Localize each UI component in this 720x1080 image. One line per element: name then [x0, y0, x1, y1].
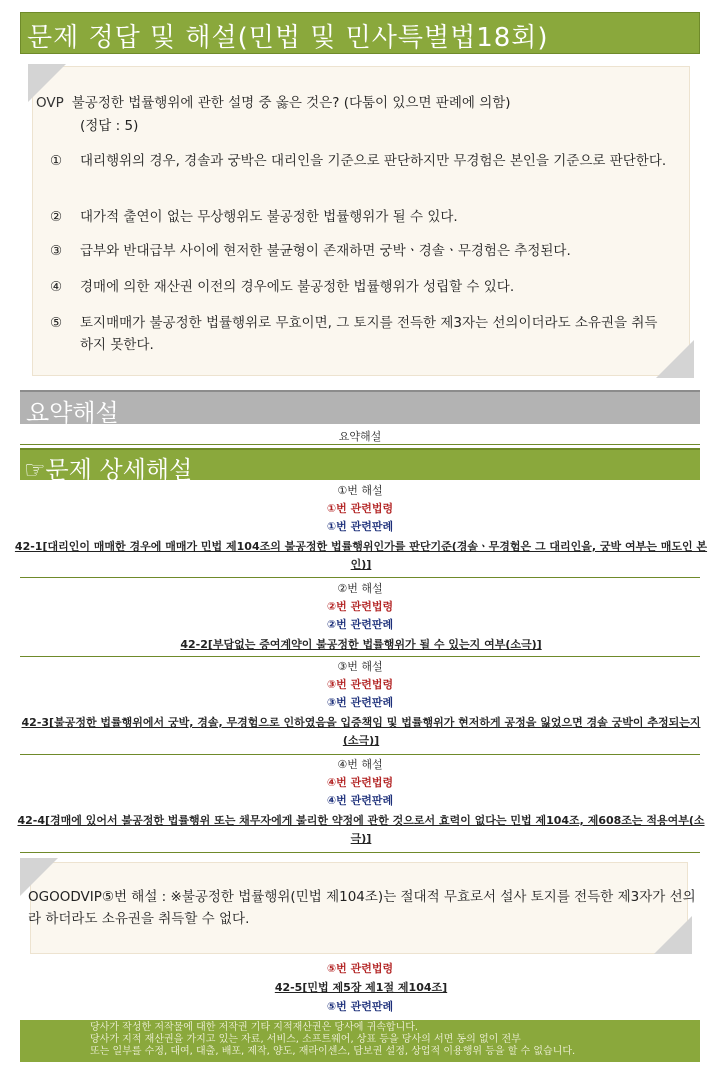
option-number: ⑤	[50, 315, 63, 331]
precedent-item-42-2[interactable]: 42-2[부담없는 증여계약이 불공정한 법률행위가 될 수 있는지 여부(소극)]	[180, 638, 542, 651]
explanation-label-2: ②번 해설	[337, 582, 383, 595]
summary-heading: 요약해설	[26, 399, 119, 427]
question-heading	[36, 92, 511, 114]
question-text: 불공정한 법률행위에 관한 설명 중 옳은 것은? (다툼이 있으면 판례에 의함)	[71, 95, 511, 111]
explanation-label-1: ①번 해설	[337, 484, 383, 497]
precedent-link-4[interactable]: ④번 관련판례	[326, 794, 394, 807]
precedent-item-42-4[interactable]: 42-4[경매에 있어서 불공정한 법률행위 또는 채무자에게 불리한 약정에 관한 것으로서 효력이 없다는 민법 제104조, 제608조는 적용여부(소극)]	[17, 814, 705, 845]
law-item-42-5[interactable]: 42-5[민법 제5장 제1절 제104조]	[274, 981, 448, 994]
law-link-4[interactable]: ④번 관련법령	[326, 776, 394, 789]
option-text: 토지매매가 불공정한 법률행위로 무효이면, 그 토지를 전득한 제3자는 선의이더라도 소유권을 취득하지 못한다.	[80, 315, 658, 353]
divider	[20, 852, 700, 853]
fifth-explanation-text: OGOODVIP⑤번 해설 : ※불공정한 법률행위(민법 제104조)는 절대적 무효로서 설사 토지를 전득한 제3자가 선의라 하더라도 소유권을 취득할 수 없다.	[28, 889, 696, 927]
law-link-3[interactable]: ③번 관련법령	[326, 678, 394, 691]
divider	[20, 444, 700, 445]
divider	[20, 754, 700, 755]
summary-header	[20, 390, 700, 427]
copyright-footer	[20, 1020, 700, 1062]
explanation-label-4: ④번 해설	[337, 758, 383, 771]
law-link-2[interactable]: ②번 관련법령	[326, 600, 394, 613]
option-number: ①	[50, 153, 63, 169]
summary-text: 요약해설	[338, 430, 382, 443]
option-text: 대리행위의 경우, 경솔과 궁박은 대리인을 기준으로 판단하지만 무경험은 본인을 기준으로 판단한다.	[80, 153, 667, 169]
option-number: ④	[50, 279, 63, 295]
copyright-line: 당사가 지적 재산권을 가지고 있는 자료, 서비스, 소프트웨어, 상표 등을 당사의 서면 동의 없이 전부	[90, 1034, 521, 1045]
option-number: ③	[50, 243, 63, 259]
law-link-1[interactable]: ①번 관련법령	[326, 502, 394, 515]
precedent-item-42-1[interactable]: 42-1[대리인이 매매한 경우에 매매가 민법 제104조의 불공정한 법률행위인가를 판단기준(경솔ㆍ무경험은 그 대리인을, 궁박 여부는 매도인 본인)]	[14, 540, 708, 571]
precedent-link-5[interactable]: ⑤번 관련판례	[326, 1000, 394, 1013]
option-text: 경매에 의한 재산권 이전의 경우에도 불공정한 법률행위가 성립할 수 있다.	[80, 279, 515, 295]
precedent-link-2[interactable]: ②번 관련판례	[326, 618, 394, 631]
fifth-explanation-panel	[20, 858, 700, 958]
question-tag: OVP	[36, 95, 64, 111]
page-title: 문제 정답 및 해설(민법 및 민사특별법18회)	[27, 23, 549, 53]
law-link-5[interactable]: ⑤번 관련법령	[326, 962, 394, 975]
page-title-bar	[20, 12, 700, 54]
precedent-link-3[interactable]: ③번 관련판례	[326, 696, 394, 709]
option-number: ②	[50, 209, 63, 225]
question-answer: (정답 : 5)	[80, 118, 139, 134]
option-text: 급부와 반대급부 사이에 현저한 불균형이 존재하면 궁박ㆍ경솔ㆍ무경험은 추정된다.	[80, 243, 571, 259]
detail-heading: ☞문제 상세해설	[24, 456, 193, 484]
explanation-label-3: ③번 해설	[337, 660, 383, 673]
detail-header	[20, 448, 700, 484]
copyright-line: 또는 일부를 수정, 대여, 대출, 배포, 제작, 양도, 재라이센스, 담보권 설정, 상업적 이용행위 등을 할 수 없습니다.	[90, 1046, 576, 1057]
precedent-link-1[interactable]: ①번 관련판례	[326, 520, 394, 533]
divider	[20, 656, 700, 657]
divider	[20, 577, 700, 578]
copyright-line: 당사가 작성한 저작물에 대한 저작권 기타 지적재산권은 당사에 귀속합니다.	[90, 1022, 419, 1033]
precedent-item-42-3[interactable]: 42-3[불공정한 법률행위에서 궁박, 경솔, 무경험으로 인하였음을 입증책임 및 법률행위가 현저하게 공정을 잃었으면 경솔 궁박이 추정되는지(소극)]	[21, 716, 701, 747]
question-panel	[20, 56, 700, 384]
option-text: 대가적 출연이 없는 무상행위도 불공정한 법률행위가 될 수 있다.	[80, 209, 458, 225]
